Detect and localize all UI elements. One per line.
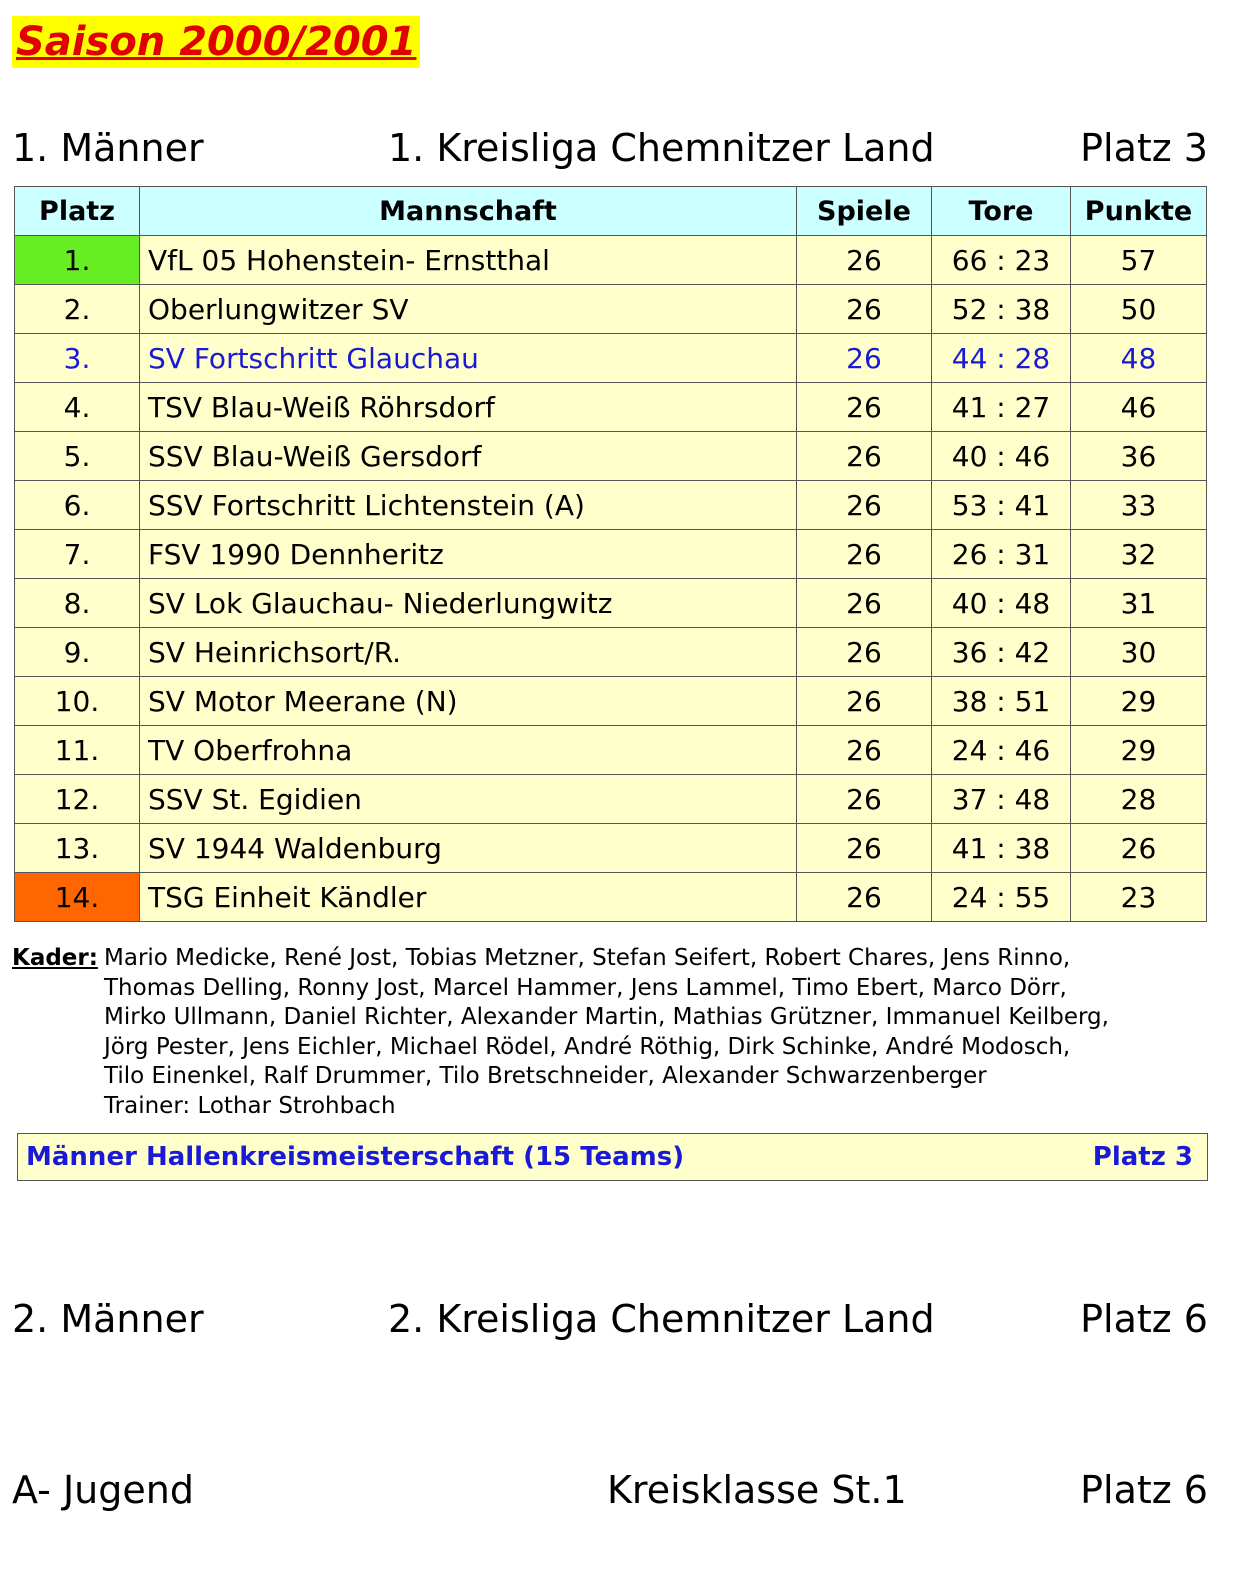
cell-tore: 41 : 38 <box>932 824 1071 873</box>
cell-spiele: 26 <box>797 824 932 873</box>
kader-list <box>104 944 1109 1121</box>
kader-line: Mario Medicke, René Jost, Tobias Metzner, Stefan Seifert, Robert Chares, Jens Rinno, <box>104 945 1071 971</box>
cell-tore: 37 : 48 <box>932 775 1071 824</box>
table-row <box>15 628 1207 677</box>
table-row <box>15 432 1207 481</box>
cell-tore: 36 : 42 <box>932 628 1071 677</box>
standings-table <box>14 186 1207 922</box>
cell-tore: 52 : 38 <box>932 285 1071 334</box>
cell-platz: 2. <box>15 285 140 334</box>
section-place: Platz 6 <box>1080 1297 1208 1341</box>
cell-punkte: 36 <box>1071 432 1207 481</box>
cell-punkte: 30 <box>1071 628 1207 677</box>
cell-punkte: 46 <box>1071 383 1207 432</box>
cell-platz: 3. <box>15 334 140 383</box>
table-row <box>15 530 1207 579</box>
cell-tore: 53 : 41 <box>932 481 1071 530</box>
cell-spiele: 26 <box>797 383 932 432</box>
cell-spiele: 26 <box>797 628 932 677</box>
cell-mannschaft: SV Heinrichsort/R. <box>140 628 797 677</box>
header-platz: Platz <box>15 187 140 236</box>
table-row <box>15 285 1207 334</box>
table-row <box>15 677 1207 726</box>
cell-platz: 1. <box>15 236 140 285</box>
cell-mannschaft: SV Motor Meerane (N) <box>140 677 797 726</box>
section-league: 1. Kreisliga Chemnitzer Land <box>388 126 935 170</box>
cell-spiele: 26 <box>797 334 932 383</box>
cell-punkte: 28 <box>1071 775 1207 824</box>
kader-label: Kader: <box>12 945 98 971</box>
header-mannschaft: Mannschaft <box>140 187 797 236</box>
cell-platz: 13. <box>15 824 140 873</box>
cell-spiele: 26 <box>797 873 932 922</box>
cell-mannschaft: FSV 1990 Dennheritz <box>140 530 797 579</box>
cell-platz: 8. <box>15 579 140 628</box>
cell-mannschaft: SSV St. Egidien <box>140 775 797 824</box>
cell-punkte: 57 <box>1071 236 1207 285</box>
kader-line: Mirko Ullmann, Daniel Richter, Alexander Martin, Mathias Grützner, Immanuel Keilberg, <box>104 1004 1109 1030</box>
cell-platz: 11. <box>15 726 140 775</box>
cell-tore: 66 : 23 <box>932 236 1071 285</box>
kader-line: Tilo Einenkel, Ralf Drummer, Tilo Bretschneider, Alexander Schwarzenberger <box>104 1063 987 1089</box>
cell-spiele: 26 <box>797 236 932 285</box>
cell-mannschaft: TSV Blau-Weiß Röhrsdorf <box>140 383 797 432</box>
section-league: 2. Kreisliga Chemnitzer Land <box>388 1297 935 1341</box>
cell-punkte: 32 <box>1071 530 1207 579</box>
cell-punkte: 31 <box>1071 579 1207 628</box>
table-header-row <box>15 187 1207 236</box>
table-row <box>15 775 1207 824</box>
cell-mannschaft: TV Oberfrohna <box>140 726 797 775</box>
hallen-place: Platz 3 <box>1092 1142 1193 1172</box>
hallen-title: Männer Hallenkreismeisterschaft (15 Teams) <box>26 1142 685 1172</box>
cell-tore: 44 : 28 <box>932 334 1071 383</box>
table-row <box>15 579 1207 628</box>
cell-spiele: 26 <box>797 775 932 824</box>
cell-mannschaft: SV Lok Glauchau- Niederlungwitz <box>140 579 797 628</box>
section-place: Platz 6 <box>1080 1468 1208 1512</box>
cell-platz: 7. <box>15 530 140 579</box>
cell-punkte: 23 <box>1071 873 1207 922</box>
section-heading-2-maenner <box>12 1294 1208 1344</box>
table-row <box>15 383 1207 432</box>
table-row <box>15 481 1207 530</box>
cell-spiele: 26 <box>797 579 932 628</box>
cell-mannschaft: SV Fortschritt Glauchau <box>140 334 797 383</box>
section-team: A- Jugend <box>12 1468 194 1512</box>
section-league: Kreisklasse St.1 <box>607 1468 907 1512</box>
cell-spiele: 26 <box>797 285 932 334</box>
section-heading-a-jugend <box>12 1465 1208 1515</box>
cell-tore: 40 : 46 <box>932 432 1071 481</box>
section-heading-1-maenner <box>12 123 1208 173</box>
cell-punkte: 48 <box>1071 334 1207 383</box>
cell-punkte: 50 <box>1071 285 1207 334</box>
cell-mannschaft: SSV Fortschritt Lichtenstein (A) <box>140 481 797 530</box>
cell-platz: 9. <box>15 628 140 677</box>
section-team: 2. Männer <box>12 1297 204 1341</box>
cell-spiele: 26 <box>797 432 932 481</box>
kader-trainer: Trainer: Lothar Strohbach <box>104 1092 396 1119</box>
cell-tore: 41 : 27 <box>932 383 1071 432</box>
cell-punkte: 29 <box>1071 726 1207 775</box>
cell-punkte: 29 <box>1071 677 1207 726</box>
cell-tore: 24 : 46 <box>932 726 1071 775</box>
cell-mannschaft: Oberlungwitzer SV <box>140 285 797 334</box>
cell-tore: 40 : 48 <box>932 579 1071 628</box>
header-punkte: Punkte <box>1071 187 1207 236</box>
cell-spiele: 26 <box>797 677 932 726</box>
cell-platz: 4. <box>15 383 140 432</box>
table-row <box>15 824 1207 873</box>
hallen-result-box <box>17 1133 1208 1181</box>
section-place: Platz 3 <box>1080 126 1208 170</box>
header-tore: Tore <box>932 187 1071 236</box>
header-spiele: Spiele <box>797 187 932 236</box>
table-row <box>15 334 1207 383</box>
kader-line: Thomas Delling, Ronny Jost, Marcel Hammer, Jens Lammel, Timo Ebert, Marco Dörr, <box>104 974 1067 1001</box>
cell-platz: 10. <box>15 677 140 726</box>
cell-mannschaft: VfL 05 Hohenstein- Ernstthal <box>140 236 797 285</box>
cell-tore: 38 : 51 <box>932 677 1071 726</box>
cell-punkte: 33 <box>1071 481 1207 530</box>
cell-mannschaft: TSG Einheit Kändler <box>140 873 797 922</box>
cell-tore: 24 : 55 <box>932 873 1071 922</box>
table-row <box>15 873 1207 922</box>
table-row <box>15 236 1207 285</box>
cell-spiele: 26 <box>797 530 932 579</box>
cell-tore: 26 : 31 <box>932 530 1071 579</box>
season-title: Saison 2000/2001 <box>12 16 420 68</box>
cell-platz: 5. <box>15 432 140 481</box>
cell-punkte: 26 <box>1071 824 1207 873</box>
table-row <box>15 726 1207 775</box>
cell-spiele: 26 <box>797 481 932 530</box>
cell-mannschaft: SV 1944 Waldenburg <box>140 824 797 873</box>
cell-platz: 14. <box>15 873 140 922</box>
kader-line: Jörg Pester, Jens Eichler, Michael Rödel, André Röthig, Dirk Schinke, André Modosch, <box>104 1033 1071 1060</box>
cell-platz: 6. <box>15 481 140 530</box>
cell-mannschaft: SSV Blau-Weiß Gersdorf <box>140 432 797 481</box>
cell-spiele: 26 <box>797 726 932 775</box>
cell-platz: 12. <box>15 775 140 824</box>
section-team: 1. Männer <box>12 126 204 170</box>
